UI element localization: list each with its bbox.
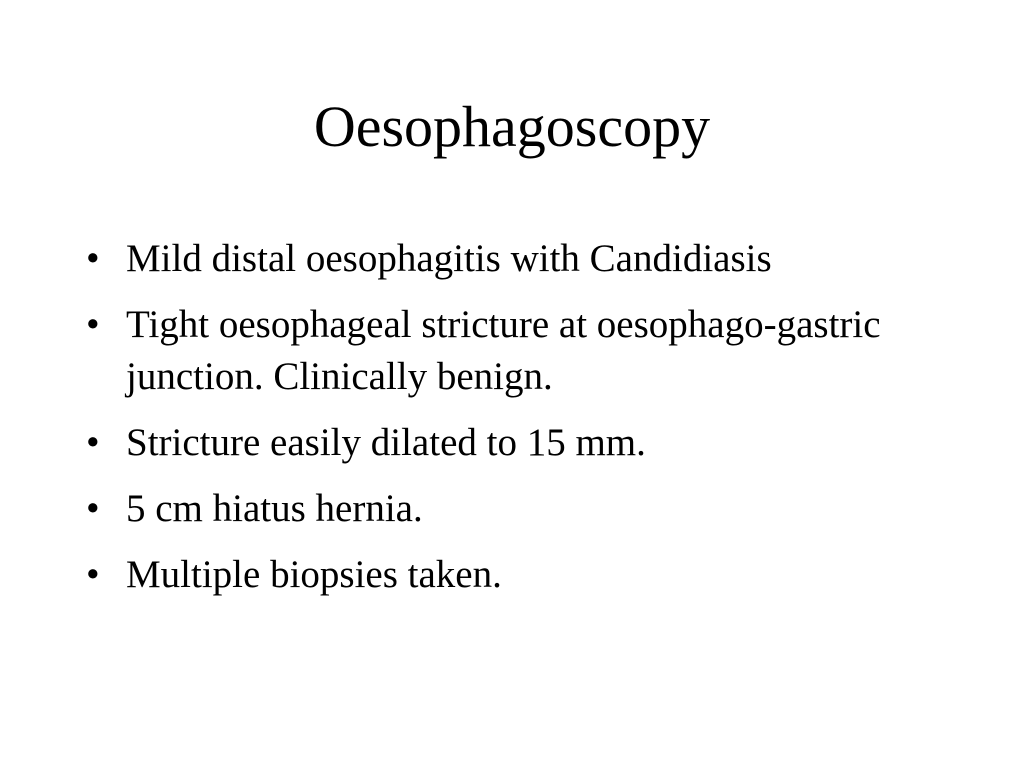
bullet-dot-icon: • [86,487,100,530]
bullet-item [86,233,936,285]
bullet-item [86,483,936,535]
slide-title: Oesophagoscopy [313,94,711,159]
bullet-dot-icon: • [86,553,100,596]
bullet-dot-icon: • [86,237,100,280]
bullet-item [86,417,936,469]
bullet-list [86,233,936,615]
bullet-text: Multiple biopsies taken. [126,553,502,596]
bullet-text: Tight oesophageal stricture at oesophago-gastric junction. Clinically benign. [126,303,881,398]
bullet-item [86,299,936,403]
bullet-text: Mild distal oesophagitis with Candidiasis [126,237,772,280]
bullet-text: 5 cm hiatus hernia. [126,487,423,530]
bullet-dot-icon: • [86,303,100,346]
bullet-item [86,549,936,601]
bullet-text: Stricture easily dilated to 15 mm. [126,421,646,464]
bullet-dot-icon: • [86,421,100,464]
